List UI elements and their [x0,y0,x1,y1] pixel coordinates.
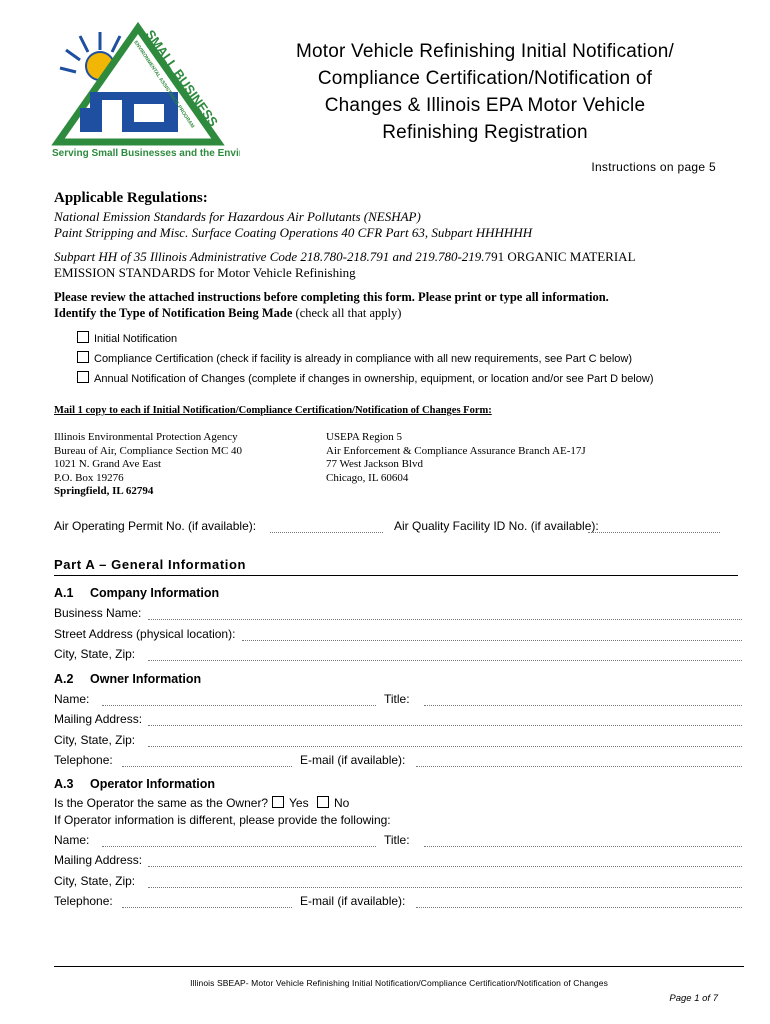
usepa-address [326,431,586,485]
il-address-line: Springfield, IL 62794 [54,485,154,497]
company-city-field[interactable] [148,660,742,661]
annual-notification-label: Annual Notification of Changes (complete if changes in ownership, equipment, or location and/or see Part D below) [94,373,654,385]
identify-type-line [54,306,401,321]
operator-title-label: Title: [384,833,410,847]
operator-different-note: If Operator information is different, please provide the following: [54,813,391,827]
operator-city-field[interactable] [148,887,742,888]
operator-telephone-field[interactable] [122,907,292,908]
compliance-certification-checkbox[interactable] [77,351,89,363]
subpart-hh-rest: 791 ORGANIC MATERIAL [484,249,636,264]
operator-same-question: Is the Operator the same as the Owner? [54,796,269,810]
subpart-hh-line [54,249,636,265]
air-quality-facility-label: Air Quality Facility ID No. (if available): [394,519,599,533]
street-address-field[interactable] [242,640,742,641]
form-title-line-4: Refinishing Registration [382,122,588,143]
operator-name-label: Name: [54,833,90,847]
owner-city-label: City, State, Zip: [54,733,136,747]
air-operating-permit-label: Air Operating Permit No. (if available): [54,519,257,533]
neshap-line: National Emission Standards for Hazardous Air Pollutants (NESHAP) [54,209,421,224]
form-title-line-1: Motor Vehicle Refinishing Initial Notification/ [296,41,674,62]
usepa-address-line: Air Enforcement & Compliance Assurance Branch AE-17J [326,444,586,457]
il-address-line: P.O. Box 19276 [54,471,124,484]
a3-number: A.3 [54,777,74,791]
owner-title-field[interactable] [424,705,742,706]
operator-name-field[interactable] [102,846,376,847]
owner-name-label: Name: [54,692,90,706]
owner-name-field[interactable] [102,705,376,706]
operator-telephone-label: Telephone: [54,894,113,908]
usepa-address-line: 77 West Jackson Blvd [326,458,423,470]
usepa-address-line: USEPA Region 5 [326,431,403,443]
part-a-title: Part A – General Information [54,557,247,572]
subpart-hhhhhh-line: Paint Stripping and Misc. Surface Coating Operations 40 CFR Part 63, Subpart HHHHHH [54,225,533,240]
annual-notification-checkbox[interactable] [77,371,89,383]
operator-city-label: City, State, Zip: [54,874,136,888]
form-title-line-2: Compliance Certification/Notification of [317,68,653,89]
review-instructions: Please review the attached instructions before completing this form. Please print or type all information. [54,290,609,304]
operator-mailing-label: Mailing Address: [54,853,143,867]
air-operating-permit-field[interactable] [270,532,383,533]
il-address-line: Illinois Environmental Protection Agency [54,431,238,443]
emission-standards-line: EMISSION STANDARDS for Motor Vehicle Refinishing [54,265,356,280]
owner-mailing-field[interactable] [148,725,742,726]
operator-mailing-field[interactable] [148,866,742,867]
a2-title: Owner Information [90,672,202,686]
initial-notification-checkbox[interactable] [77,331,89,343]
owner-city-field[interactable] [148,746,742,747]
operator-email-label: E-mail (if available): [300,894,406,908]
business-name-label: Business Name: [54,606,142,620]
a1-number: A.1 [54,586,74,600]
usepa-address-line: Chicago, IL 60604 [326,471,409,484]
operator-title-field[interactable] [424,846,742,847]
logo-graphic [50,20,240,160]
illinois-epa-address [54,431,242,499]
operator-email-field[interactable] [416,907,742,908]
logo-arc-text: SMALL BUSINESS [142,27,222,130]
logo-tagline: Serving Small Businesses and the Envi [52,148,239,159]
initial-notification-option[interactable] [77,331,177,345]
page-number: Page 1 of 7 [669,993,718,1004]
instructions-note: Instructions on page 5 [591,160,716,174]
owner-telephone-label: Telephone: [54,753,113,767]
regulations-heading: Applicable Regulations: [54,190,208,206]
footer-rule [54,966,744,967]
annual-notification-option[interactable] [77,371,653,385]
owner-telephone-field[interactable] [122,766,292,767]
identify-type-bold: Identify the Type of Notification Being Made [54,306,293,320]
logo-arc-subtext: ENVIRONMENTAL ASSISTANCE PROGRAM [132,39,196,130]
compliance-certification-label: Compliance Certification (check if facility is already in compliance with all new requirements, see Part C below) [94,353,632,365]
initial-notification-label: Initial Notification [94,333,178,345]
owner-email-field[interactable] [416,766,742,767]
owner-email-label: E-mail (if available): [300,753,406,767]
operator-same-yes-option[interactable] [272,796,309,810]
operator-same-no-checkbox[interactable] [317,796,329,808]
sbeap-logo [50,20,240,160]
owner-title-label: Title: [384,692,410,706]
identify-type-rest: (check all that apply) [292,306,402,320]
owner-mailing-label: Mailing Address: [54,712,143,726]
a3-title: Operator Information [90,777,216,791]
operator-same-no-label: No [334,796,350,810]
operator-same-yes-checkbox[interactable] [272,796,284,808]
business-name-field[interactable] [148,619,742,620]
operator-same-yes-label: Yes [289,796,309,810]
operator-same-no-option[interactable] [317,796,349,810]
air-quality-facility-field[interactable] [588,532,720,533]
subpart-hh-italic: Subpart HH of 35 Illinois Administrative Code 218.780-218.791 and 219.780-219. [54,249,485,264]
mail-copy-heading: Mail 1 copy to each if Initial Notification/Compliance Certification/Notification of Changes Form: [54,405,492,416]
street-address-label: Street Address (physical location): [54,627,236,641]
il-address-line: 1021 N. Grand Ave East [54,458,162,470]
company-city-label: City, State, Zip: [54,647,136,661]
a1-title: Company Information [90,586,220,600]
il-address-line: Bureau of Air, Compliance Section MC 40 [54,444,243,457]
a2-number: A.2 [54,672,74,686]
footer-text: Illinois SBEAP- Motor Vehicle Refinishing Initial Notification/Compliance Certification/Notification of Changes [190,978,608,988]
part-a-divider [54,575,738,576]
form-title-line-3: Changes & Illinois EPA Motor Vehicle [324,95,646,116]
compliance-certification-option[interactable] [77,351,632,365]
